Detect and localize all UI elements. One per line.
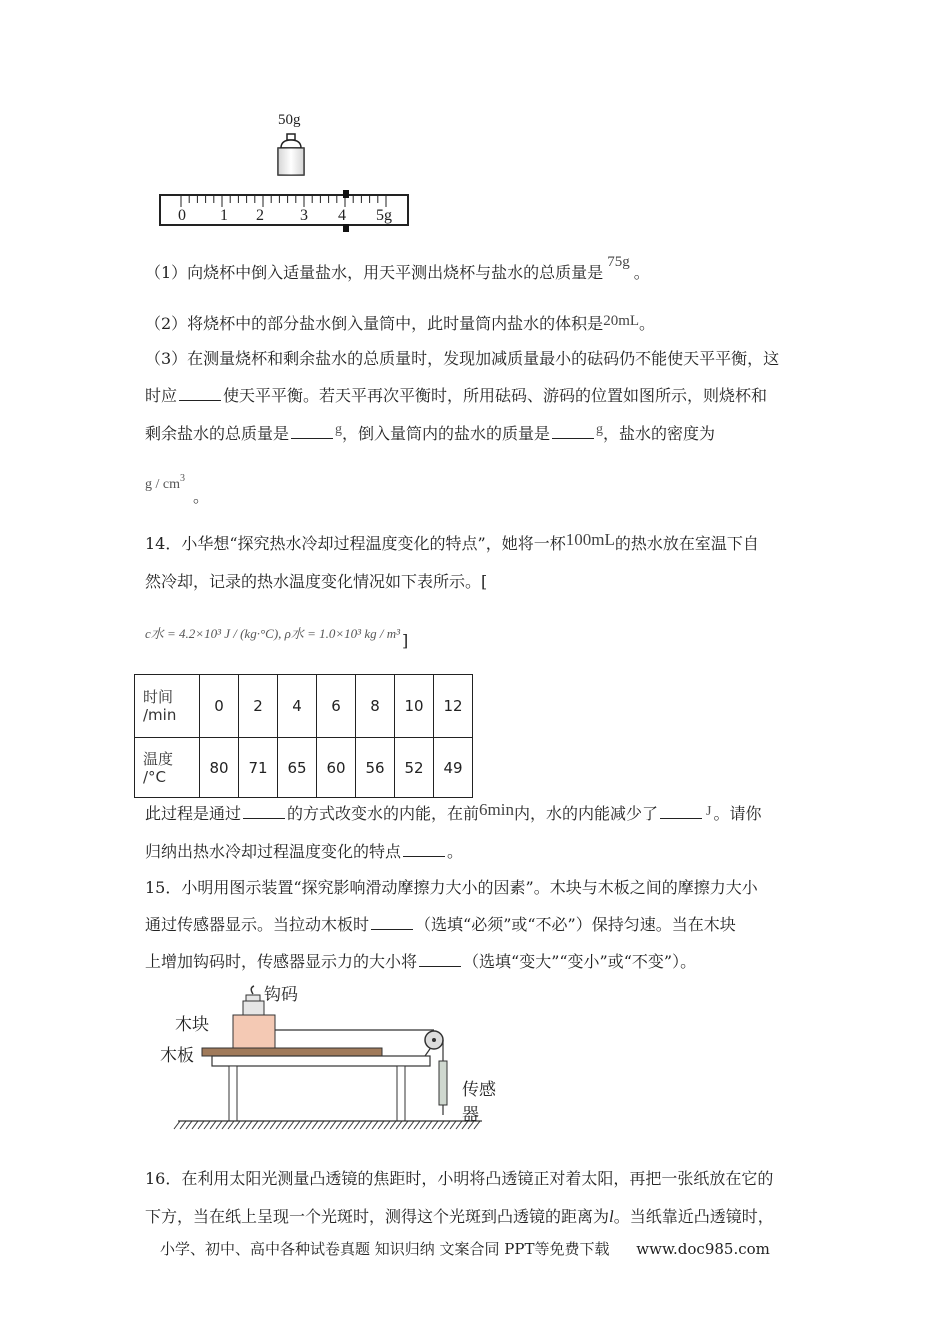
- label-block: 木块: [175, 1015, 209, 1035]
- hatch-line: [252, 1121, 258, 1129]
- hatch-line: [330, 1121, 336, 1129]
- hatch-line: [258, 1121, 264, 1129]
- ruler-label-4: 4: [338, 207, 346, 224]
- hatch-line: [348, 1121, 354, 1129]
- hatch-line: [354, 1121, 360, 1129]
- hatch-line: [366, 1121, 372, 1129]
- temp-cell: 52: [395, 738, 434, 798]
- hatch-line: [180, 1121, 186, 1129]
- hatch-line: [342, 1121, 348, 1129]
- time-cell: 12: [434, 675, 473, 738]
- hatch-line: [234, 1121, 240, 1129]
- hatch-line: [300, 1121, 306, 1129]
- label-sensor: 传感器: [462, 1080, 496, 1125]
- hatch-line: [186, 1121, 192, 1129]
- q14-line1: 14．小华想“探究热水冷却过程温度变化的特点”，她将一杯100mL的热水放在室温下自: [145, 530, 759, 553]
- footer-url[interactable]: www.doc985.com: [636, 1240, 770, 1258]
- ruler-label-1: 1: [220, 207, 228, 224]
- hatch-line: [378, 1121, 384, 1129]
- q13-part1: （1）向烧杯中倒入适量盐水，用天平测出烧杯与盐水的总质量是75g。: [145, 254, 650, 282]
- temp-cell: 80: [200, 738, 239, 798]
- hatch-line: [414, 1121, 420, 1129]
- hatch-line: [198, 1121, 204, 1129]
- ruler-label-0: 0: [178, 207, 186, 224]
- label-hook-weight: 钩码: [264, 985, 298, 1005]
- q13-end: 。: [193, 487, 210, 506]
- hatch-line: [174, 1121, 180, 1129]
- hatch-line: [312, 1121, 318, 1129]
- hatch-line: [204, 1121, 210, 1129]
- temp-cell: 71: [239, 738, 278, 798]
- hatch-line: [384, 1121, 390, 1129]
- hatch-line: [438, 1121, 444, 1129]
- q15-line1: 15．小明用图示装置“探究影响滑动摩擦力大小的因素”。木块与木板之间的摩擦力大小: [145, 878, 758, 897]
- weight-label: 50g: [278, 112, 301, 128]
- q16-line1: 16．在利用太阳光测量凸透镜的焦距时，小明将凸透镜正对着太阳，再把一张纸放在它的: [145, 1169, 774, 1188]
- hatch-line: [420, 1121, 426, 1129]
- q13-part2: （2）将烧杯中的部分盐水倒入量筒中，此时量筒内盐水的体积是20mL。: [145, 313, 656, 333]
- hatch-line: [336, 1121, 342, 1129]
- hatch-line: [360, 1121, 366, 1129]
- answer-blank: [552, 424, 594, 439]
- hatch-line: [288, 1121, 294, 1129]
- hook-weight-icon: [243, 986, 264, 1015]
- hatch-line: [324, 1121, 330, 1129]
- time-header: 时间 /min: [135, 675, 200, 738]
- q13-part3-line1: （3）在测量烧杯和剩余盐水的总质量时，发现加减质量最小的砝码仍不能使天平平衡，这: [145, 349, 780, 368]
- hatch-line: [318, 1121, 324, 1129]
- hatch-line: [402, 1121, 408, 1129]
- q14-formula: c水 = 4.2×10³ J / (kg·°C), ρ水 = 1.0×10³ kg / m³ ]: [145, 626, 409, 650]
- hatch-line: [426, 1121, 432, 1129]
- q14-after2: 归纳出热水冷却过程温度变化的特点 。: [145, 842, 464, 861]
- answer-blank: [419, 952, 461, 967]
- ground-hatch: [174, 1121, 480, 1129]
- rider-bottom: [343, 224, 349, 232]
- hatch-line: [372, 1121, 378, 1129]
- time-cell: 10: [395, 675, 434, 738]
- hatch-line: [396, 1121, 402, 1129]
- friction-apparatus-figure: [150, 975, 510, 1135]
- hatch-line: [282, 1121, 288, 1129]
- temp-cell: 65: [278, 738, 317, 798]
- hatch-line: [216, 1121, 222, 1129]
- temp-cell: 49: [434, 738, 473, 798]
- q15-line3: 上增加钩码时，传感器显示力的大小将 （选填“变大”“变小”或“不变”）。: [145, 952, 697, 971]
- time-cell: 0: [200, 675, 239, 738]
- wood-block: [233, 1015, 275, 1048]
- answer-blank: [660, 804, 702, 819]
- hatch-line: [222, 1121, 228, 1129]
- apparatus-diagram: [150, 975, 510, 1135]
- q16-line2: 下方，当在纸上呈现一个光斑时，测得这个光斑到凸透镜的距离为l。当纸靠近凸透镜时，: [145, 1207, 774, 1226]
- ruler-label-2: 2: [256, 207, 264, 224]
- page-footer: [160, 1238, 770, 1259]
- ruler-label-5: 5g: [376, 207, 392, 224]
- q13-density-unit: g / $cm^3$: [145, 473, 185, 492]
- time-cell: 2: [239, 675, 278, 738]
- temp-header: 温度 /°C: [135, 738, 200, 798]
- time-cell: 8: [356, 675, 395, 738]
- hatch-line: [240, 1121, 246, 1129]
- answer-blank: [179, 386, 221, 401]
- hatch-line: [294, 1121, 300, 1129]
- balance-ruler-figure: [150, 110, 420, 235]
- q15-line2: 通过传感器显示。当拉动木板时 （选填“必须”或“不必”）保持匀速。当在木块: [145, 915, 736, 934]
- q14-after1: 此过程是通过 的方式改变水的内能，在前6min内，水的内能减少了 J 。请你: [145, 800, 762, 823]
- answer-blank: [403, 842, 445, 857]
- answer-blank: [243, 804, 285, 819]
- time-cell: 4: [278, 675, 317, 738]
- sensor: [439, 1061, 447, 1105]
- hatch-line: [276, 1121, 282, 1129]
- hatch-line: [390, 1121, 396, 1129]
- time-cell: 6: [317, 675, 356, 738]
- wood-board: [202, 1048, 382, 1056]
- hatch-line: [270, 1121, 276, 1129]
- hatch-line: [228, 1121, 234, 1129]
- table-row-time: [135, 675, 473, 738]
- q13-part3-line3: 剩余盐水的总质量是 g，倒入量筒内的盐水的质量是 g，盐水的密度为: [145, 422, 716, 443]
- temp-cell: 60: [317, 738, 356, 798]
- hatch-line: [210, 1121, 216, 1129]
- table-row-temp: [135, 738, 473, 798]
- weight-icon: [278, 134, 304, 175]
- q14-line2: 然冷却，记录的热水温度变化情况如下表所示。[: [145, 572, 488, 591]
- temperature-table: [134, 674, 473, 798]
- answer-blank: [291, 424, 333, 439]
- hatch-line: [264, 1121, 270, 1129]
- hatch-line: [444, 1121, 450, 1129]
- rider-top: [343, 190, 349, 198]
- hatch-line: [306, 1121, 312, 1129]
- hatch-line: [432, 1121, 438, 1129]
- hatch-line: [246, 1121, 252, 1129]
- label-board: 木板: [160, 1046, 194, 1066]
- q13-part3-line2: 时应 使天平平衡。若天平再次平衡时，所用砝码、游码的位置如图所示，则烧杯和: [145, 386, 768, 405]
- ruler-label-3: 3: [300, 207, 308, 224]
- answer-blank: [371, 915, 413, 930]
- footer-text: 小学、初中、高中各种试卷真题 知识归纳 文案合同 PPT等免费下载: [160, 1240, 610, 1258]
- hatch-line: [450, 1121, 456, 1129]
- hatch-line: [192, 1121, 198, 1129]
- hatch-line: [408, 1121, 414, 1129]
- temp-cell: 56: [356, 738, 395, 798]
